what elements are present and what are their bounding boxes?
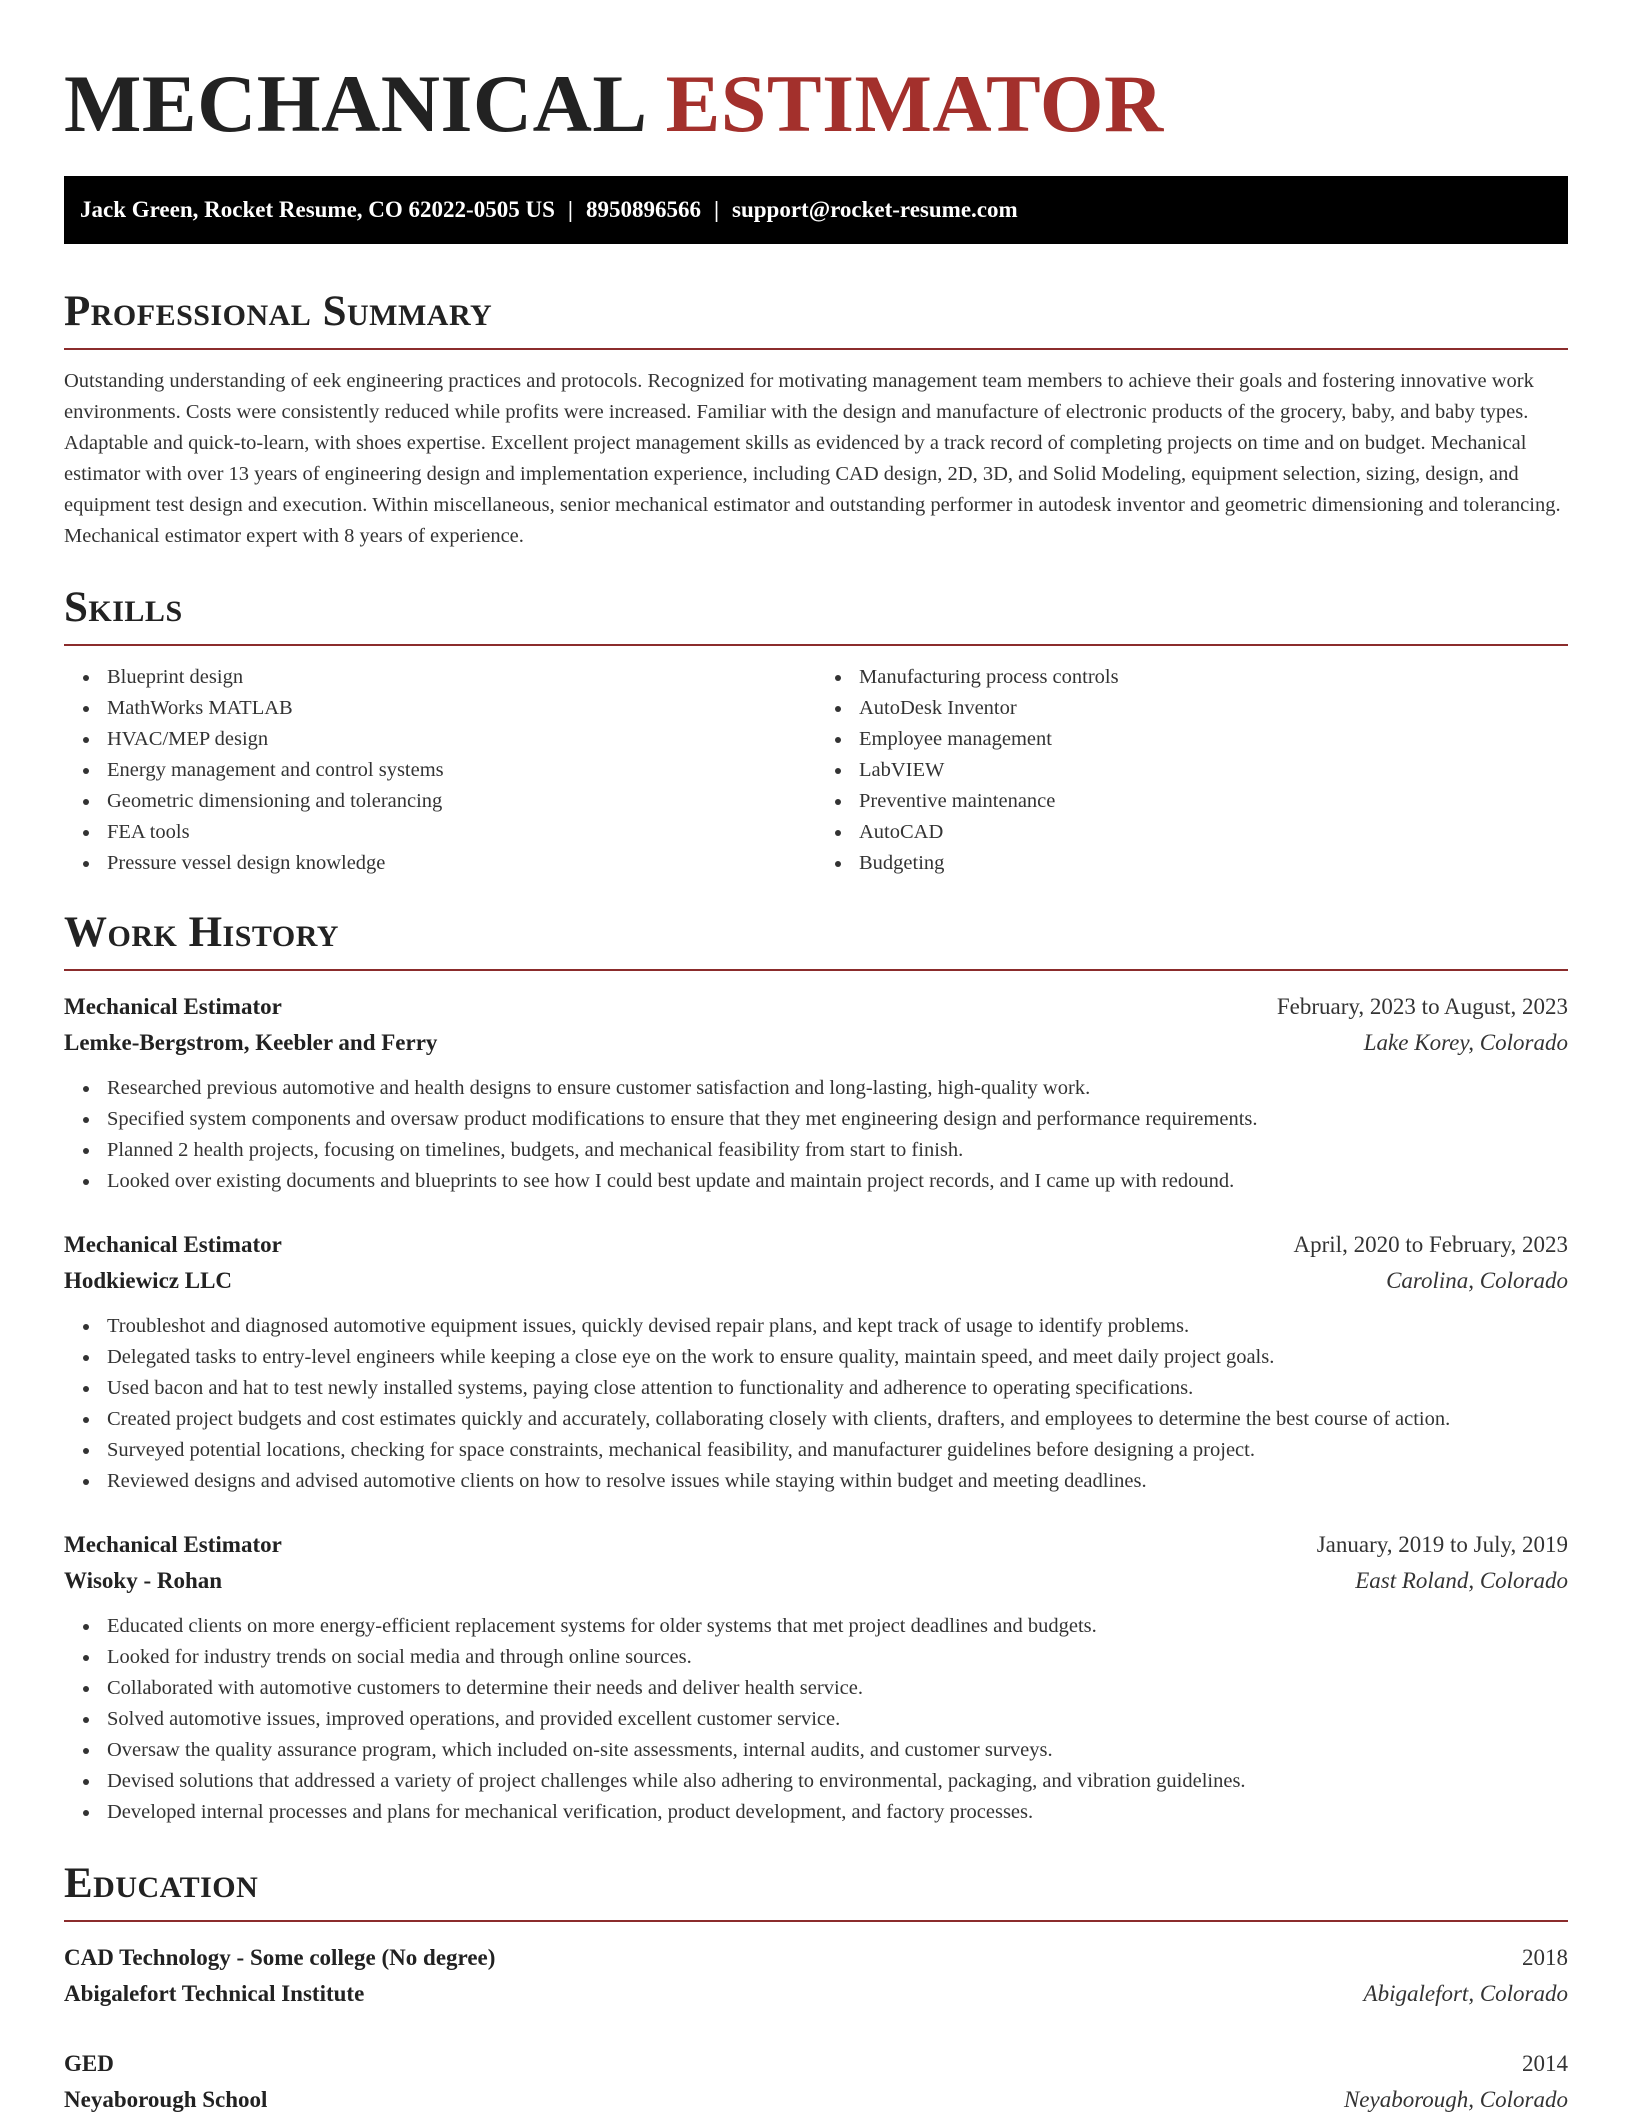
job-bullet: Used bacon and hat to test newly installed systems, paying close attention to functionality and adherence to operating specifications. [107, 1373, 1568, 1404]
skill-item: AutoDesk Inventor [859, 693, 1568, 724]
job-company: Wisoky - Rohan [64, 1568, 223, 1593]
job-header [64, 1527, 1568, 1563]
job-location: Lake Korey, Colorado [1363, 1030, 1568, 1055]
contact-separator: | [713, 197, 720, 222]
skill-item: LabVIEW [859, 755, 1568, 786]
job-subheader [64, 1025, 1568, 1061]
contact-separator: | [567, 197, 573, 222]
job-entry [64, 989, 1568, 1197]
contact-email: support@rocket-resume.com [732, 197, 1018, 222]
skill-item: Budgeting [859, 848, 1568, 879]
education-header [64, 1940, 1568, 1976]
contact-bar [64, 176, 1568, 244]
job-header [64, 1227, 1568, 1263]
job-subheader [64, 1563, 1568, 1599]
job-bullets [64, 1073, 1568, 1197]
education-school: Neyaborough School [64, 2087, 268, 2112]
job-bullet: Specified system components and oversaw product modifications to ensure that they met engineering design and performance requirements. [107, 1104, 1568, 1135]
job-bullet: Devised solutions that addressed a variety of project challenges while also adhering to environmental, packaging, and vibration guidelines. [107, 1766, 1568, 1797]
job-bullet: Looked over existing documents and blueprints to see how I could best update and maintain project records, and I came up with redound. [107, 1166, 1568, 1197]
job-role: Mechanical Estimator [64, 994, 282, 1019]
skill-item: Preventive maintenance [859, 786, 1568, 817]
job-bullet: Planned 2 health projects, focusing on timelines, budgets, and mechanical feasibility from start to finish. [107, 1135, 1568, 1166]
job-header [64, 989, 1568, 1025]
skill-item: AutoCAD [859, 817, 1568, 848]
education-degree: CAD Technology - Some college (No degree) [64, 1945, 496, 1970]
job-entry [64, 1227, 1568, 1497]
job-role: Mechanical Estimator [64, 1232, 282, 1257]
skill-item: HVAC/MEP design [107, 724, 816, 755]
work-history-heading: Work History [64, 907, 1568, 971]
education-header [64, 2046, 1568, 2082]
education-entry [64, 1940, 1568, 2012]
title-first-word: MECHANICAL [64, 58, 648, 149]
education-subheader [64, 1976, 1568, 2012]
job-dates: February, 2023 to August, 2023 [1276, 994, 1568, 1019]
resume-content [64, 0, 1568, 2118]
skills-heading: Skills [64, 582, 1568, 646]
skills-column-right [816, 662, 1568, 879]
skill-item: Pressure vessel design knowledge [107, 848, 816, 879]
skill-item: Geometric dimensioning and tolerancing [107, 786, 816, 817]
job-bullet: Reviewed designs and advised automotive clients on how to resolve issues while staying within budget and meeting deadlines. [107, 1466, 1568, 1497]
job-bullet: Researched previous automotive and health designs to ensure customer satisfaction and long-lasting, high-quality work. [107, 1073, 1568, 1104]
title-last-word: ESTIMATOR [665, 58, 1164, 149]
job-location: Carolina, Colorado [1386, 1268, 1568, 1293]
education-heading: Education [64, 1858, 1568, 1922]
skill-item: Energy management and control systems [107, 755, 816, 786]
job-bullet: Surveyed potential locations, checking for space constraints, mechanical feasibility, and manufacturer guidelines before designing a project. [107, 1435, 1568, 1466]
job-subheader [64, 1263, 1568, 1299]
job-bullets [64, 1311, 1568, 1497]
job-bullet: Delegated tasks to entry-level engineers while keeping a close eye on the work to ensure quality, maintain speed, and meet daily project goals. [107, 1342, 1568, 1373]
job-company: Hodkiewicz LLC [64, 1268, 233, 1293]
job-company: Lemke-Bergstrom, Keebler and Ferry [64, 1030, 438, 1055]
skills-column-left [64, 662, 816, 879]
summary-text: Outstanding understanding of eek engineering practices and protocols. Recognized for motivating management team members to achieve their goals and fostering innovative work environments. Costs were consistently reduced while profits were increased. Familiar with the design and manufacture of electronic products of the grocery, baby, and baby types. Adaptable and quick-to-learn, with shoes expertise. Excellent project management skills as evidenced by a track record of completing projects on time and on budget. Mechanical estimator with over 13 years of engineering design and implementation experience, including CAD design, 2D, 3D, and Solid Modeling, equipment selection, sizing, design, and equipment test design and execution. Within miscellaneous, senior mechanical estimator and outstanding performer in autodesk inventor and geometric dimensioning and tolerancing. Mechanical estimator expert with 8 years of experience. [64, 370, 1561, 547]
skill-item: FEA tools [107, 817, 816, 848]
skills-list [64, 662, 1568, 879]
job-bullet: Solved automotive issues, improved operations, and provided excellent customer service. [107, 1704, 1568, 1735]
job-bullet: Looked for industry trends on social media and through online sources. [107, 1642, 1568, 1673]
job-role: Mechanical Estimator [64, 1532, 282, 1557]
education-subheader [64, 2082, 1568, 2118]
job-bullets [64, 1611, 1568, 1828]
job-dates: January, 2019 to July, 2019 [1316, 1532, 1568, 1557]
job-bullet: Educated clients on more energy-efficient replacement systems for older systems that met project deadlines and budgets. [107, 1611, 1568, 1642]
education-school: Abigalefort Technical Institute [64, 1981, 365, 2006]
job-location: East Roland, Colorado [1355, 1568, 1568, 1593]
job-bullet: Developed internal processes and plans for mechanical verification, product development, and factory processes. [107, 1797, 1568, 1828]
contact-phone: 8950896566 [585, 197, 701, 222]
job-entry [64, 1527, 1568, 1828]
education-entry [64, 2046, 1568, 2118]
contact-address: Jack Green, Rocket Resume, CO 62022-0505 US [80, 197, 555, 222]
skill-item: Blueprint design [107, 662, 816, 693]
job-bullet: Troubleshot and diagnosed automotive equipment issues, quickly devised repair plans, and kept track of usage to identify problems. [107, 1311, 1568, 1342]
job-dates: April, 2020 to February, 2023 [1293, 1232, 1568, 1257]
resume-title [64, 56, 1568, 152]
job-bullet: Created project budgets and cost estimates quickly and accurately, collaborating closely with clients, drafters, and employees to determine the best course of action. [107, 1404, 1568, 1435]
skill-item: Employee management [859, 724, 1568, 755]
job-bullet: Oversaw the quality assurance program, which included on-site assessments, internal audits, and customer surveys. [107, 1735, 1568, 1766]
job-bullet: Collaborated with automotive customers to determine their needs and deliver health service. [107, 1673, 1568, 1704]
education-year: 2014 [1522, 2051, 1568, 2076]
skill-item: Manufacturing process controls [859, 662, 1568, 693]
education-location: Neyaborough, Colorado [1343, 2087, 1568, 2112]
education-degree: GED [64, 2051, 114, 2076]
education-year: 2018 [1522, 1945, 1568, 1970]
summary-heading: Professional Summary [64, 286, 1568, 350]
skill-item: MathWorks MATLAB [107, 693, 816, 724]
education-location: Abigalefort, Colorado [1363, 1981, 1568, 2006]
